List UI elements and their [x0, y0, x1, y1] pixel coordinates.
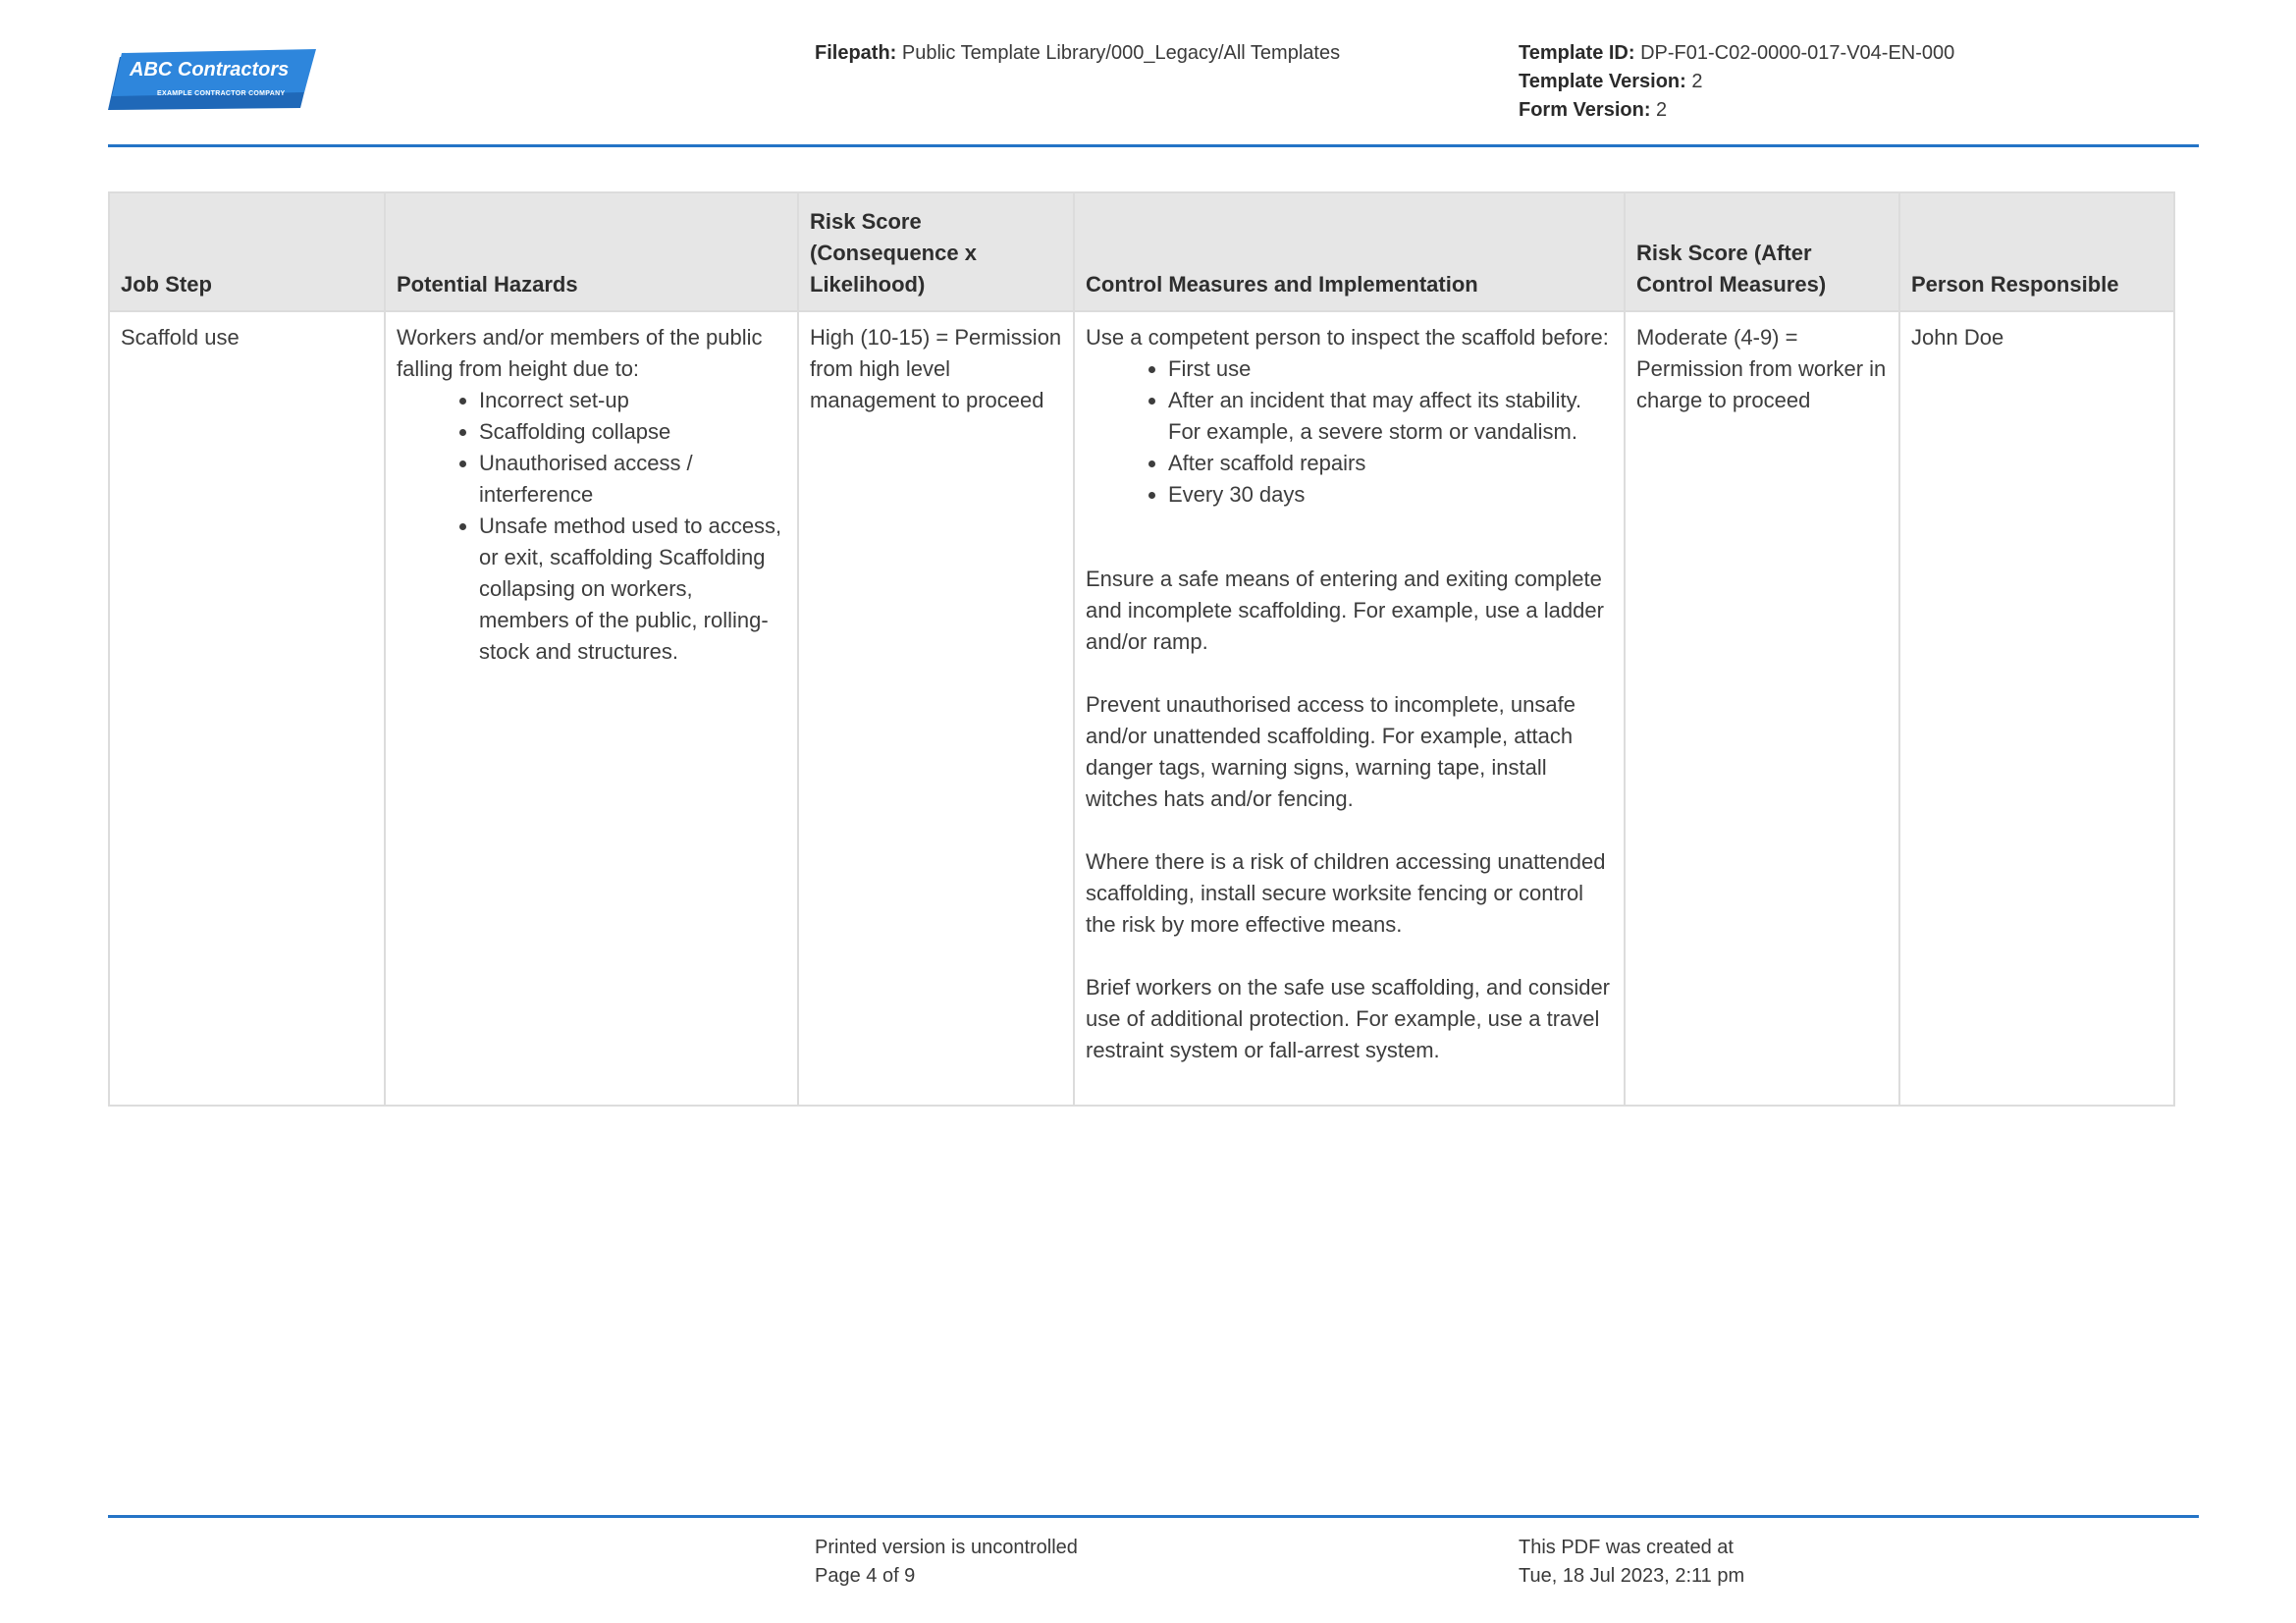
list-item: • First use: [1168, 353, 1613, 385]
template-id: [1519, 39, 1954, 68]
created-label: This PDF was created at: [1519, 1537, 1734, 1558]
form-version-value: 2: [1656, 99, 1668, 121]
cell-job-step: Scaffold use: [109, 311, 385, 1106]
created-timestamp: Tue, 18 Jul 2023, 2:11 pm: [1519, 1565, 1745, 1587]
template-version: [1519, 68, 1954, 96]
control-paragraph: Where there is a risk of children accessing unattended scaffolding, install secure worksite fencing or control the risk by more effective means.: [1086, 849, 1606, 937]
template-id-label: Template ID:: [1519, 42, 1635, 64]
footer-right: [1519, 1534, 1744, 1591]
list-item: • Scaffolding collapse: [479, 416, 786, 448]
header-person-responsible: Person Responsible: [1899, 192, 2174, 311]
list-item: • After an incident that may affect its stability. For example, a severe storm or vandalism.: [1168, 385, 1613, 448]
filepath-value: Public Template Library/000_Legacy/All Templates: [901, 42, 1341, 64]
form-version-label: Form Version:: [1519, 99, 1651, 121]
footer-left: [815, 1534, 1078, 1591]
form-version: [1519, 96, 1954, 125]
header-risk-score-before: Risk Score (Consequence x Likelihood): [798, 192, 1074, 311]
list-item: • Unauthorised access / interference: [479, 448, 786, 511]
header-job-step: Job Step: [109, 192, 385, 311]
hazards-intro: Workers and/or members of the public falling from height due to:: [397, 325, 763, 381]
table-row: [109, 311, 2174, 1106]
header-potential-hazards: Potential Hazards: [385, 192, 798, 311]
template-version-value: 2: [1691, 71, 1703, 92]
cell-risk-score-before: High (10-15) = Permission from high level management to proceed: [798, 311, 1074, 1106]
template-id-value: DP-F01-C02-0000-017-V04-EN-000: [1640, 42, 1955, 64]
hazards-list: [397, 385, 786, 668]
control-paragraph: Ensure a safe means of entering and exiting complete and incomplete scaffolding. For example, use a ladder and/or ramp.: [1086, 567, 1604, 654]
list-item: • Incorrect set-up: [479, 385, 786, 416]
list-item: • Unsafe method used to access, or exit, scaffolding Scaffolding collapsing on workers, members of the public, rolling-stock and structures.: [479, 511, 786, 668]
list-item: • After scaffold repairs: [1168, 448, 1613, 479]
controls-list: [1086, 353, 1613, 511]
uncontrolled-notice: Printed version is uncontrolled: [815, 1537, 1078, 1558]
filepath-label: Filepath:: [815, 42, 897, 64]
template-version-label: Template Version:: [1519, 71, 1686, 92]
header-risk-score-after: Risk Score (After Control Measures): [1625, 192, 1899, 311]
cell-risk-score-after: Moderate (4-9) = Permission from worker in charge to proceed: [1625, 311, 1899, 1106]
logo-title: ABC Contractors: [130, 59, 290, 81]
risk-assessment-table: [108, 191, 2175, 1107]
cell-person-responsible: John Doe: [1899, 311, 2174, 1106]
logo-tagline: EXAMPLE CONTRACTOR COMPANY: [157, 90, 286, 97]
cell-potential-hazards: [385, 311, 798, 1106]
page-number: Page 4 of 9: [815, 1565, 916, 1587]
risk-assessment-table-wrapper: [108, 191, 2173, 1107]
table-header-row: [109, 192, 2174, 311]
filepath: [815, 39, 1340, 68]
header-control-measures: Control Measures and Implementation: [1074, 192, 1625, 311]
page-footer: [108, 1515, 2199, 1587]
template-meta: [1519, 39, 1954, 125]
company-logo: [108, 49, 319, 114]
page-header: [108, 0, 2199, 147]
control-paragraph: Brief workers on the safe use scaffolding, and consider use of additional protection. For example, use a travel restraint system or fall-arrest system.: [1086, 975, 1611, 1062]
controls-intro: Use a competent person to inspect the scaffold before:: [1086, 325, 1609, 350]
cell-control-measures: [1074, 311, 1625, 1106]
list-item: • Every 30 days: [1168, 479, 1613, 511]
control-paragraph: Prevent unauthorised access to incomplete, unsafe and/or unattended scaffolding. For example, attach danger tags, warning signs, warning tape, install witches hats and/or fencing.: [1086, 692, 1575, 811]
